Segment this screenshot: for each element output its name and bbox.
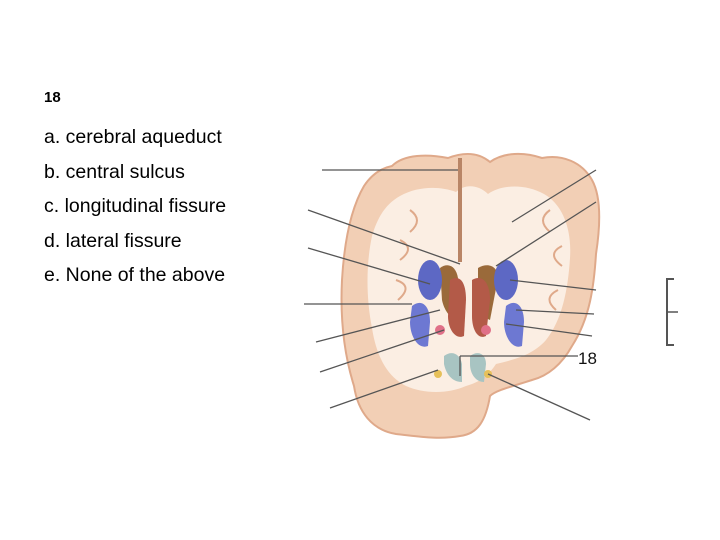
option-e[interactable]: e. None of the above [44, 264, 226, 286]
thalamus-left [448, 278, 466, 337]
answer-options [44, 120, 226, 293]
option-a[interactable]: a. cerebral aqueduct [44, 126, 222, 148]
question-number: 18 [44, 89, 61, 106]
nucleus-right [481, 325, 491, 335]
option-d[interactable]: d. lateral fissure [44, 229, 182, 252]
option-b[interactable]: b. central sulcus [44, 160, 185, 183]
caudate-left [418, 260, 442, 300]
callout-label-18: 18 [578, 349, 597, 368]
brain-coronal-section-illustration [300, 150, 685, 440]
option-c[interactable]: c. longitudinal fissure [44, 195, 227, 217]
bracket-icon [664, 278, 678, 346]
